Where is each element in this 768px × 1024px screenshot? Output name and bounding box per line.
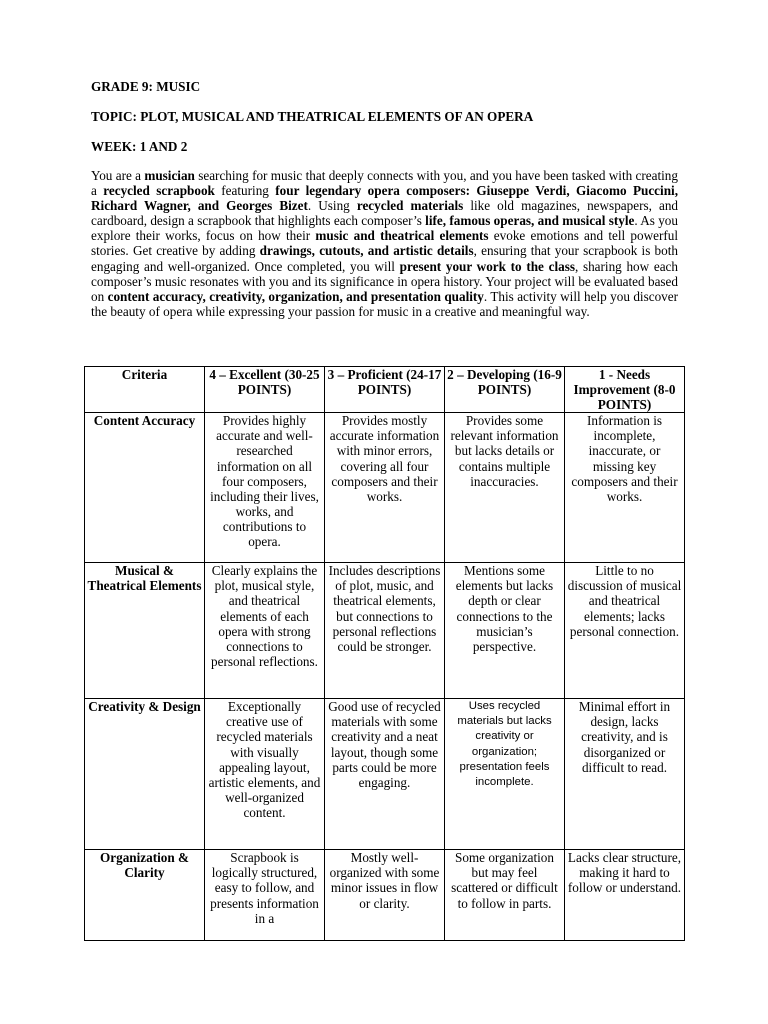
header-criteria: Criteria: [85, 367, 205, 413]
criteria-cell: Content Accuracy: [85, 413, 205, 563]
needs-improvement-cell: Information is incomplete, inaccurate, or missing key composers and their works.: [565, 413, 685, 563]
developing-cell: Some organization but may feel scattered or difficult to follow in parts.: [445, 850, 565, 941]
excellent-cell: Clearly explains the plot, musical style, and theatrical elements of each opera with strong connections to personal reflections.: [205, 563, 325, 699]
intro-text: like old magazines, newspapers, and cardboard, design a scrapbook that highlights each composer’s: [91, 198, 679, 229]
grade-heading: GRADE 9: MUSIC: [91, 79, 201, 94]
intro-bold: life, famous operas, and musical style: [425, 213, 635, 229]
intro-bold: drawings, cutouts, and artistic details: [259, 243, 474, 259]
developing-cell: Provides some relevant information but lacks details or contains multiple inaccuracies.: [445, 413, 565, 563]
header-proficient: 3 – Proficient (24-17 POINTS): [325, 367, 445, 413]
proficient-cell: Good use of recycled materials with some creativity and a neat layout, though some parts could be more engaging.: [325, 699, 445, 850]
rubric-header-row: [85, 367, 685, 413]
needs-improvement-cell: Little to no discussion of musical and theatrical elements; lacks personal connection.: [565, 563, 685, 699]
excellent-cell: Provides highly accurate and well-researched information on all four composers, including their lives, works, and contributions to opera.: [205, 413, 325, 563]
intro-text: You are a: [91, 168, 145, 183]
proficient-cell: Includes descriptions of plot, music, and theatrical elements, but connections to personal reflections could be stronger.: [325, 563, 445, 699]
intro-text: , ensuring that your scrapbook is both engaging and well-organized. Once completed, you will: [91, 243, 678, 274]
intro-bold: present your work to the class: [399, 258, 575, 274]
intro-bold: musician: [144, 168, 195, 183]
intro-bold: content accuracy, creativity, organization, and presentation quality: [107, 288, 484, 304]
developing-cell: Uses recycled materials but lacks creativity or organization; presentation feels incomplete.: [445, 699, 565, 850]
excellent-cell: Exceptionally creative use of recycled materials with visually appealing layout, artistic elements, and well-organized content.: [205, 699, 325, 850]
intro-text: , sharing how each composer’s music resonates with you and its significance in opera history. Your project will be evaluated based on: [91, 258, 678, 304]
intro-bold: recycled materials: [356, 198, 464, 214]
intro-text: . This activity will help you discover the beauty of opera while expressing your passion for music in a creative and meaningful way.: [91, 288, 679, 319]
header-needs-improvement: 1 - Needs Improvement (8-0 POINTS): [565, 367, 685, 413]
rubric-table: [84, 366, 685, 941]
needs-improvement-cell: Minimal effort in design, lacks creativity, and is disorganized or difficult to read.: [565, 699, 685, 850]
intro-text: searching for music that deeply connects with you, and you have been tasked with creating a: [91, 168, 678, 199]
intro-bold: four legendary opera composers: Giuseppe Verdi, Giacomo Puccini, Richard Wagner, and Georges Bizet: [91, 183, 678, 214]
intro-text: evoke emotions and tell powerful stories. Get creative by adding: [91, 228, 678, 259]
table-row: [85, 413, 685, 563]
intro-bold: music and theatrical elements: [315, 228, 489, 244]
header-developing: 2 – Developing (16-9 POINTS): [445, 367, 565, 413]
criteria-cell: Creativity & Design: [85, 699, 205, 850]
header-excellent: 4 – Excellent (30-25 POINTS): [205, 367, 325, 413]
needs-improvement-cell: Lacks clear structure, making it hard to follow or understand.: [565, 850, 685, 941]
table-row: [85, 699, 685, 850]
intro-paragraph: [91, 168, 678, 319]
week-heading: WEEK: 1 AND 2: [91, 139, 188, 154]
intro-text: . As you explore their works, focus on how their: [91, 213, 678, 244]
criteria-cell: Musical & Theatrical Elements: [85, 563, 205, 699]
criteria-cell: Organization & Clarity: [85, 850, 205, 941]
proficient-cell: Provides mostly accurate information with minor errors, covering all four composers and their works.: [325, 413, 445, 563]
intro-bold: recycled scrapbook: [103, 183, 215, 199]
excellent-cell: Scrapbook is logically structured, easy to follow, and presents information in a: [205, 850, 325, 941]
developing-cell: Mentions some elements but lacks depth or clear connections to the musician’s perspective.: [445, 563, 565, 699]
table-row: [85, 563, 685, 699]
intro-text: . Using: [307, 198, 357, 214]
intro-text: featuring: [214, 183, 276, 199]
topic-heading: TOPIC: PLOT, MUSICAL AND THEATRICAL ELEMENTS OF AN OPERA: [91, 109, 534, 124]
table-row: [85, 850, 685, 941]
proficient-cell: Mostly well-organized with some minor issues in flow or clarity.: [325, 850, 445, 941]
